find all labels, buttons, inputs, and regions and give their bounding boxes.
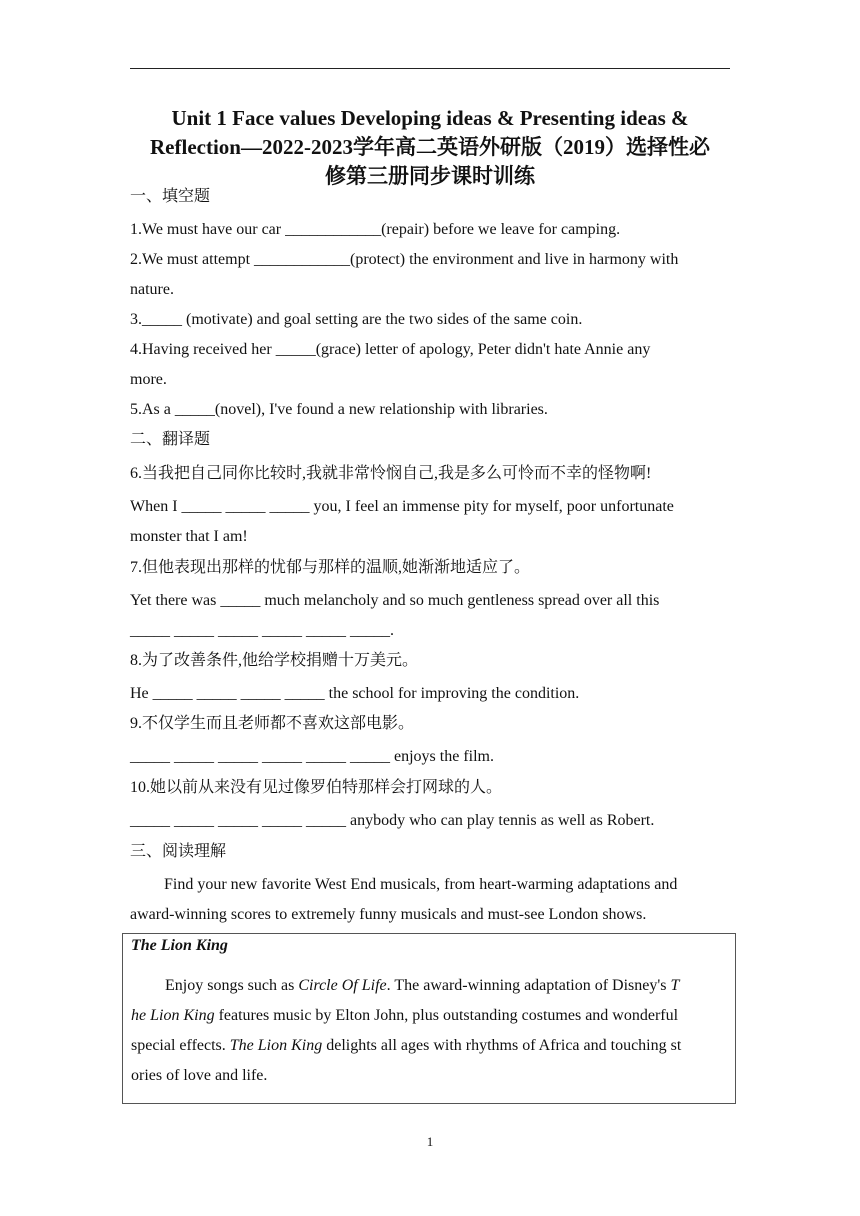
box-line-2-title-end: he Lion King — [131, 1007, 215, 1024]
question-8-line-1: He _____ _____ _____ _____ the school for improving the condition. — [130, 685, 580, 702]
box-line-3-title: The Lion King — [229, 1037, 323, 1054]
question-2-line-2: nature. — [130, 281, 174, 298]
question-2-line-1: 2.We must attempt ____________(protect) the environment and live in harmony with — [130, 251, 679, 268]
title-line-1: Unit 1 Face values Developing ideas & Presenting ideas & — [171, 106, 689, 130]
box-line-2-post: features music by Elton John, plus outstanding costumes and wonderful — [214, 1007, 679, 1024]
question-7-line-1: Yet there was _____ much melancholy and so much gentleness spread over all this — [130, 592, 660, 609]
question-4-line-1: 4.Having received her _____(grace) letter of apology, Peter didn't hate Annie any — [130, 341, 651, 358]
question-6-chinese: 6.当我把自己同你比较时,我就非常怜悯自己,我是多么可怜而不幸的怪物啊! — [130, 465, 652, 482]
box-line-3 — [131, 1036, 731, 1056]
section-heading-fill-in: 一、填空题 — [130, 188, 211, 205]
question-10-chinese: 10.她以前从来没有见过像罗伯特那样会打网球的人。 — [130, 779, 503, 796]
question-9-line-1: _____ _____ _____ _____ _____ _____ enjoys the film. — [130, 748, 494, 765]
question-3: 3._____ (motivate) and goal setting are the two sides of the same coin. — [130, 311, 583, 328]
question-6-line-1: When I _____ _____ _____ you, I feel an immense pity for myself, poor unfortunate — [130, 498, 674, 515]
box-line-1-pre: Enjoy songs such as — [165, 977, 299, 994]
section-heading-reading: 三、阅读理解 — [130, 843, 227, 860]
box-line-1 — [165, 976, 765, 996]
title-line-3: 修第三册同步课时训练 — [325, 164, 535, 188]
question-6-line-2: monster that I am! — [130, 528, 248, 545]
question-4-line-2: more. — [130, 371, 167, 388]
document-title — [130, 104, 730, 191]
box-line-1-title-start: T — [670, 977, 680, 994]
question-5: 5.As a _____(novel), I've found a new relationship with libraries. — [130, 401, 548, 418]
question-8-chinese: 8.为了改善条件,他给学校捐赠十万美元。 — [130, 652, 419, 669]
title-line-2: Reflection—2022-2023学年高二英语外研版（2019）选择性必 — [150, 135, 710, 159]
question-10-line-1: _____ _____ _____ _____ _____ anybody who can play tennis as well as Robert. — [130, 812, 655, 829]
question-9-chinese: 9.不仅学生而且老师都不喜欢这部电影。 — [130, 715, 415, 732]
question-7-chinese: 7.但他表现出那样的忧郁与那样的温顺,她渐渐地适应了。 — [130, 559, 531, 576]
page-number: 1 — [426, 1134, 434, 1149]
question-1: 1.We must have our car ____________(repair) before we leave for camping. — [130, 221, 621, 238]
box-line-4: ories of love and life. — [131, 1067, 268, 1084]
box-line-3-post: delights all ages with rhythms of Africa and touching st — [322, 1037, 682, 1054]
box-heading: The Lion King — [131, 937, 228, 954]
question-7-line-2: _____ _____ _____ _____ _____ _____. — [130, 622, 394, 639]
lion-king-box — [122, 933, 736, 1104]
box-line-2 — [131, 1006, 731, 1026]
box-line-3-pre: special effects. — [131, 1037, 230, 1054]
reading-intro-line-2: award-winning scores to extremely funny musicals and must-see London shows. — [130, 906, 647, 923]
box-line-1-post: . The award-winning adaptation of Disney's — [386, 977, 671, 994]
box-line-1-song: Circle Of Life — [298, 977, 387, 994]
header-rule — [130, 68, 730, 69]
reading-intro-line-1: Find your new favorite West End musicals, from heart-warming adaptations and — [164, 876, 678, 893]
section-heading-translation: 二、翻译题 — [130, 431, 211, 448]
